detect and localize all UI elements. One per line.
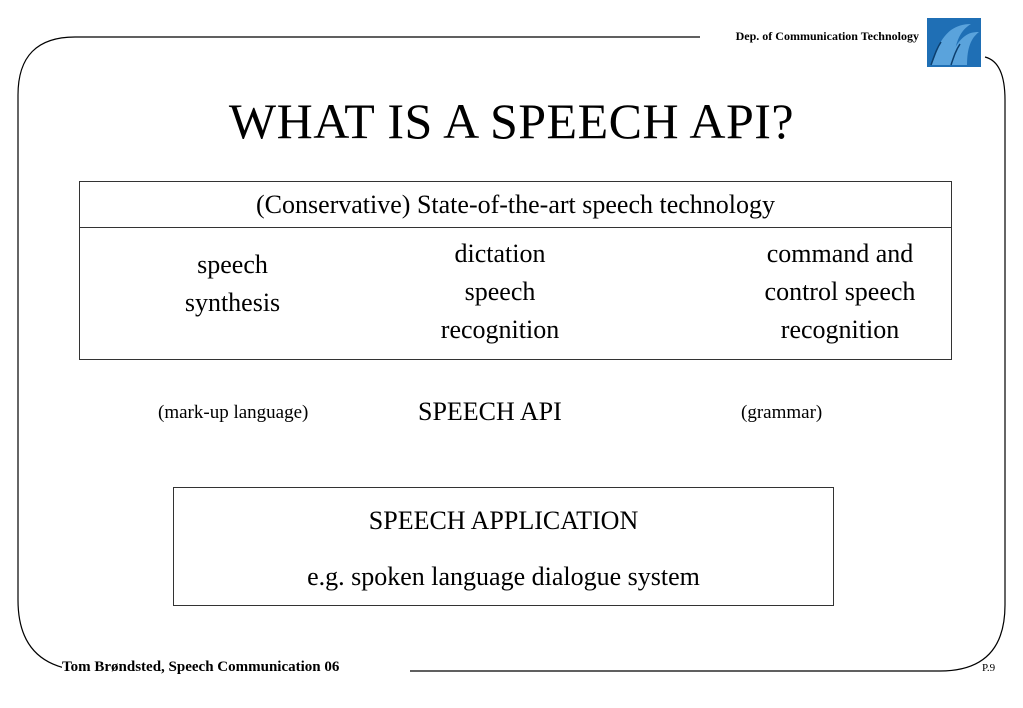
slide-title: WHAT IS A SPEECH API? (228, 93, 795, 149)
university-logo-icon (927, 18, 981, 67)
footer-author: Tom Brøndsted, Speech Communication 06 (62, 659, 345, 676)
column-line: recognition (440, 315, 560, 344)
column-line: command and (766, 239, 914, 268)
column-command-control (720, 235, 960, 349)
column-line: synthesis (184, 288, 281, 317)
column-line: speech (464, 277, 536, 306)
technology-box-header: (Conservative) State-of-the-art speech technology (80, 182, 951, 228)
column-dictation (400, 235, 600, 349)
column-line: control speech (764, 277, 916, 306)
application-title: SPEECH APPLICATION (368, 506, 639, 535)
speech-api-label: SPEECH API (418, 397, 562, 426)
application-example: e.g. spoken language dialogue system (307, 562, 700, 591)
column-line: dictation (454, 239, 546, 268)
technology-box (79, 181, 952, 360)
speech-application-box (173, 487, 834, 606)
department-label: Dep. of Communication Technology (732, 29, 923, 44)
column-line: recognition (780, 315, 900, 344)
column-speech-synthesis (150, 246, 315, 322)
column-line: speech (197, 250, 268, 279)
markup-language-annotation: (mark-up language) (158, 402, 309, 423)
grammar-annotation: (grammar) (741, 402, 823, 423)
page-number: P.9 (982, 662, 996, 674)
